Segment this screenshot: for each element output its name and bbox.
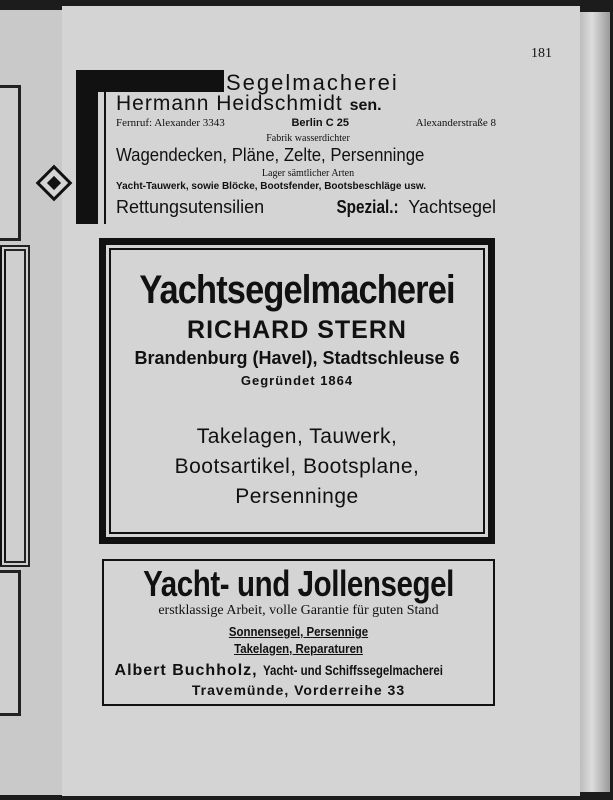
ad3-title: Yacht- und Jollensegel: [143, 563, 454, 604]
ad2-name: RICHARD STERN: [187, 316, 407, 344]
ad1-products: Wagendecken, Pläne, Zelte, Persenninge: [116, 145, 425, 165]
decorative-bar: [76, 70, 98, 224]
ad2-title: Yachtsegelmacherei: [139, 268, 455, 312]
ad1-items: Yacht-Tauwerk, sowie Blöcke, Bootsfender, Bootsbeschläge usw.: [116, 181, 427, 192]
page-edge: [580, 12, 610, 792]
ad2-body-line: Bootsartikel, Bootsplane,: [174, 455, 420, 478]
page-number: 181: [531, 46, 552, 61]
ad3-address: Travemünde, Vorderreihe 33: [191, 682, 406, 698]
ad1-heading: Segelmacherei: [226, 70, 399, 95]
ad3-trade: Yacht- und Schiffssegelmacherei: [263, 662, 443, 678]
ad3-owner: Albert Buchholz,: [114, 662, 258, 679]
facing-page-edge: [0, 10, 65, 795]
ad1-bottom-line: [116, 197, 496, 218]
ad2-inner-frame: [109, 248, 485, 534]
ad1-spezial: Spezial.:: [336, 197, 399, 217]
advertisement-buchholz: [102, 559, 495, 706]
decorative-line: [104, 92, 106, 224]
ad3-services-line: Sonnensegel, Persennige: [228, 624, 369, 639]
ad1-lager: Lager sämtlicher Arten: [261, 168, 355, 179]
ad2-body-line: Persenninge: [235, 485, 359, 508]
advertisement-heidschmidt: [68, 70, 508, 230]
advertisement-stern: [99, 238, 495, 544]
ad1-yachtsegel: Yachtsegel: [408, 197, 496, 217]
ad2-founded: Gegründet 1864: [240, 373, 354, 388]
ad3-services-line: Takelagen, Reparaturen: [234, 641, 363, 656]
ad1-fabrik: Fabrik wasserdichter: [266, 133, 350, 144]
ad1-rettung: Rettungsutensilien: [116, 197, 265, 217]
ad1-contact-line: [116, 117, 496, 129]
ad2-address: Brandenburg (Havel), Stadtschleuse 6: [134, 348, 460, 368]
ad1-company-name: Hermann Heidschmidt sen.: [116, 92, 382, 115]
facing-page-fragment: [0, 570, 21, 716]
ad3-subtitle: erstklassige Arbeit, volle Garantie für guten Stand: [158, 603, 439, 618]
decorative-bar: [76, 70, 224, 92]
ad2-frame: [106, 245, 488, 537]
facing-page-fragment: [0, 85, 21, 241]
ad1-city: Berlin C 25: [291, 117, 349, 129]
ad3-owner-line: [104, 662, 493, 680]
ad1-street: Alexanderstraße 8: [415, 117, 496, 129]
facing-page-fragment: [0, 245, 30, 567]
ad2-body-line: Takelagen, Tauwerk,: [196, 425, 398, 448]
ad1-phone: Fernruf: Alexander 3343: [116, 117, 225, 129]
